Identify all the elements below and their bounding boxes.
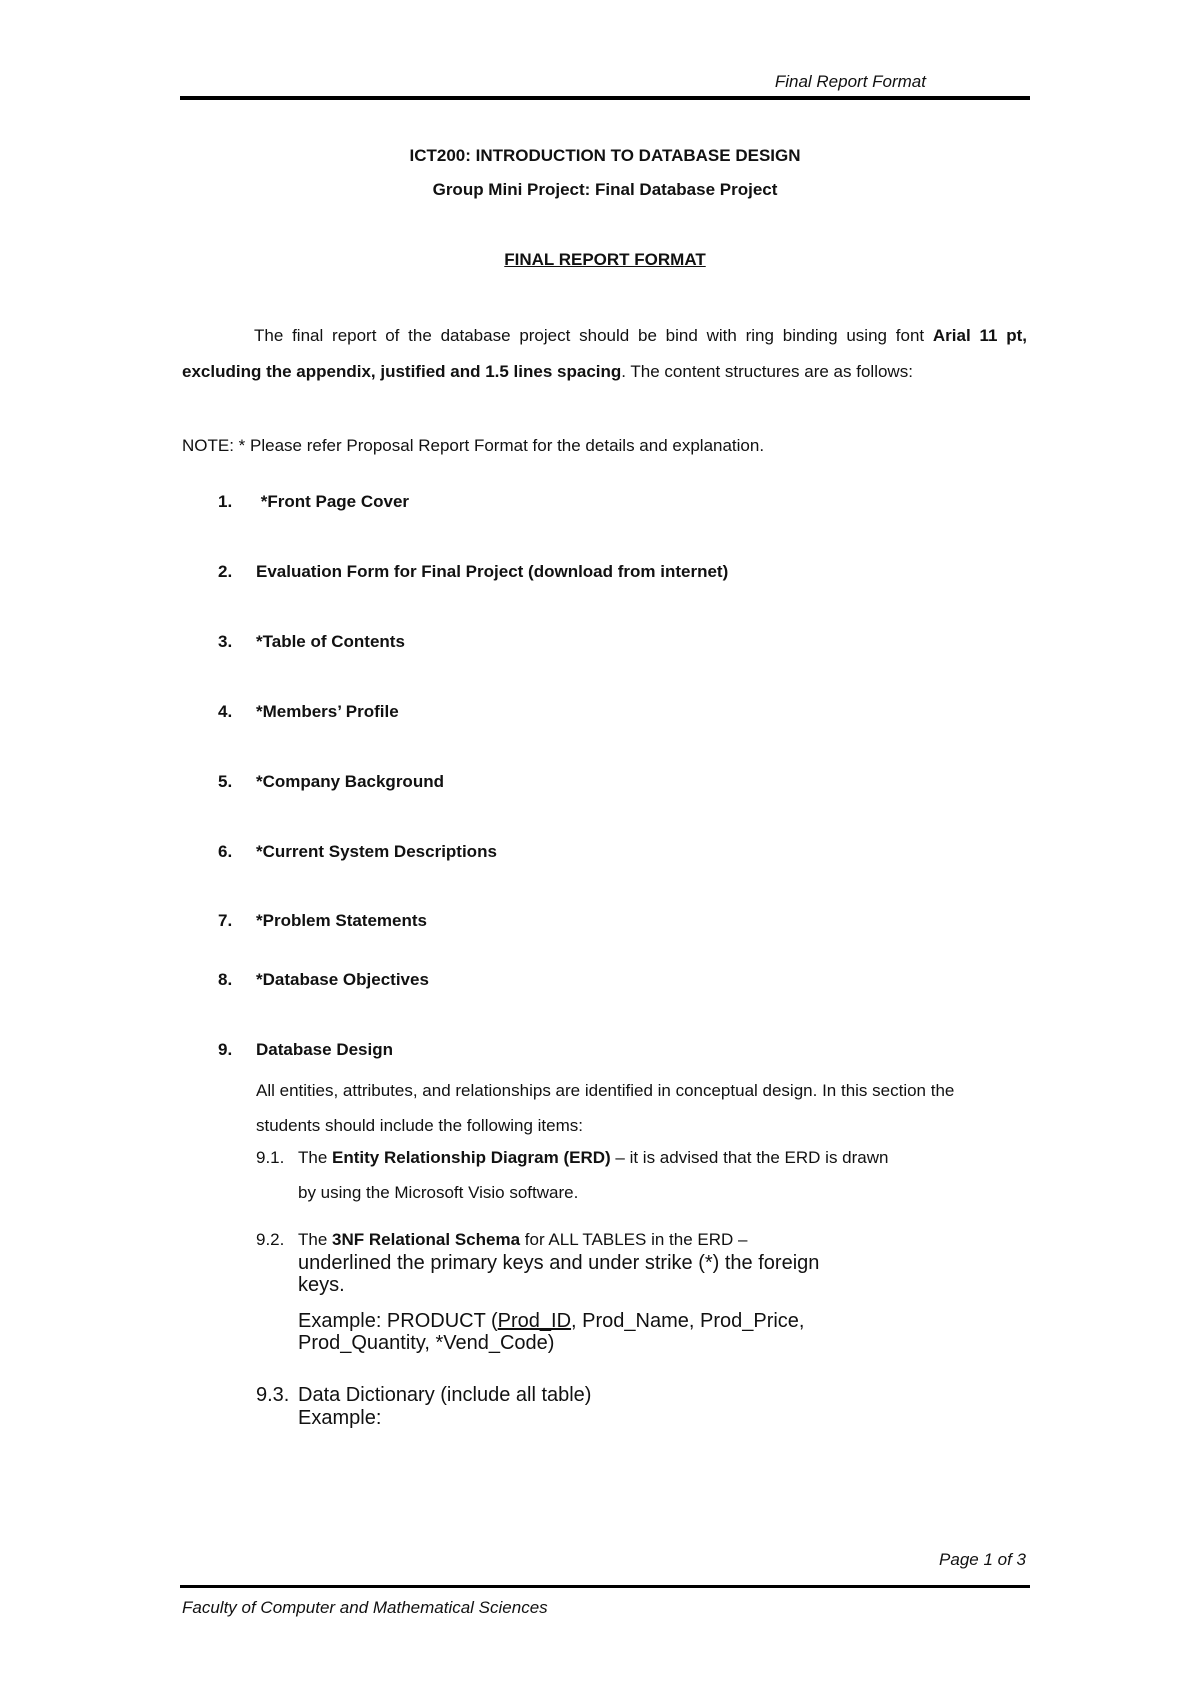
list-item — [218, 492, 409, 512]
list-item-number: 9. — [218, 1040, 233, 1059]
subsection-bold-text: 3NF Relational Schema — [332, 1230, 521, 1249]
subsection-text-post: for ALL TABLES in the ERD – — [520, 1230, 748, 1249]
intro-text-1: The final report of the database project should be bind with ring binding using font — [254, 326, 933, 345]
intro-text-2: . The content structures are as follows: — [621, 362, 913, 381]
header-divider — [180, 96, 1030, 100]
subsection-label: Data Dictionary (include all table) — [298, 1384, 592, 1406]
subsection-text-pre: The — [298, 1230, 333, 1249]
list-item-number: 7. — [218, 911, 233, 930]
list-item-number: 4. — [218, 702, 233, 721]
section9-description: All entities, attributes, and relationships are identified in conceptual design. In this section the students should include the following items: — [256, 1081, 955, 1135]
project-title: Group Mini Project: Final Database Project — [432, 180, 778, 199]
list-item-label: *Front Page Cover — [256, 492, 410, 511]
intro-bold-text: Arial 11 pt, excluding the appendix, justified and 1.5 lines spacing — [182, 326, 1027, 381]
list-item-label: *Table of Contents — [256, 632, 405, 651]
list-item — [218, 772, 444, 792]
schema-example-pre: Example: PRODUCT ( — [298, 1310, 498, 1332]
subsection-number: 9.1. — [256, 1148, 285, 1167]
primary-key-text: Prod_ID — [497, 1310, 572, 1332]
course-title: ICT200: INTRODUCTION TO DATABASE DESIGN — [409, 146, 801, 165]
subsection-9-2 — [256, 1230, 1016, 1250]
list-item-number: 8. — [218, 970, 233, 989]
note-text: NOTE: * Please refer Proposal Report Format for the details and explanation. — [182, 436, 765, 455]
list-item-label: *Members’ Profile — [256, 702, 399, 721]
list-item — [218, 842, 497, 862]
list-item — [218, 911, 427, 931]
list-item-number: 5. — [218, 772, 233, 791]
page-number: Page 1 of 3 — [939, 1550, 1026, 1569]
list-item-number: 1. — [218, 492, 233, 511]
schema-example-post: , Prod_Name, Prod_Price, — [571, 1310, 805, 1332]
subsection-text-pre: The — [298, 1148, 333, 1167]
list-item-label: *Problem Statements — [256, 911, 427, 930]
subsection-line-2: by using the Microsoft Visio software. — [298, 1183, 579, 1202]
list-item — [218, 1040, 393, 1060]
subsection-text-post: – it is advised that the ERD is drawn — [610, 1148, 889, 1167]
subsection-9-2-line-2: underlined the primary keys and under strike (*) the foreign — [298, 1252, 820, 1274]
subsection-9-3-line-2: Example: — [298, 1407, 382, 1429]
list-item-label: *Company Background — [256, 772, 444, 791]
list-item — [218, 702, 399, 722]
subsection-number: 9.2. — [256, 1230, 285, 1249]
intro-paragraph — [182, 318, 1027, 390]
subsection-9-3 — [256, 1384, 1016, 1407]
list-item-number: 6. — [218, 842, 233, 861]
running-header: Final Report Format — [774, 72, 926, 91]
subsection-bold-text: Entity Relationship Diagram (ERD) — [332, 1148, 611, 1167]
subsection-9-2-line-3: keys. — [298, 1274, 345, 1296]
list-item-number: 2. — [218, 562, 233, 581]
list-item-label: Database Design — [256, 1040, 393, 1059]
list-item-label: *Current System Descriptions — [256, 842, 497, 861]
list-item-number: 3. — [218, 632, 233, 651]
list-item — [218, 562, 728, 582]
subsection-number: 9.3. — [256, 1384, 290, 1406]
subsection-9-1 — [256, 1148, 1016, 1202]
list-item-label: *Database Objectives — [256, 970, 429, 989]
list-item — [218, 632, 405, 652]
schema-example-line-2: Prod_Quantity, *Vend_Code) — [298, 1332, 555, 1354]
list-item-label: Evaluation Form for Final Project (download from internet) — [256, 562, 729, 581]
list-item — [218, 970, 429, 990]
schema-example — [298, 1310, 804, 1332]
footer-divider — [180, 1585, 1030, 1588]
section-title: FINAL REPORT FORMAT — [504, 250, 706, 269]
footer-faculty: Faculty of Computer and Mathematical Sciences — [182, 1598, 548, 1617]
